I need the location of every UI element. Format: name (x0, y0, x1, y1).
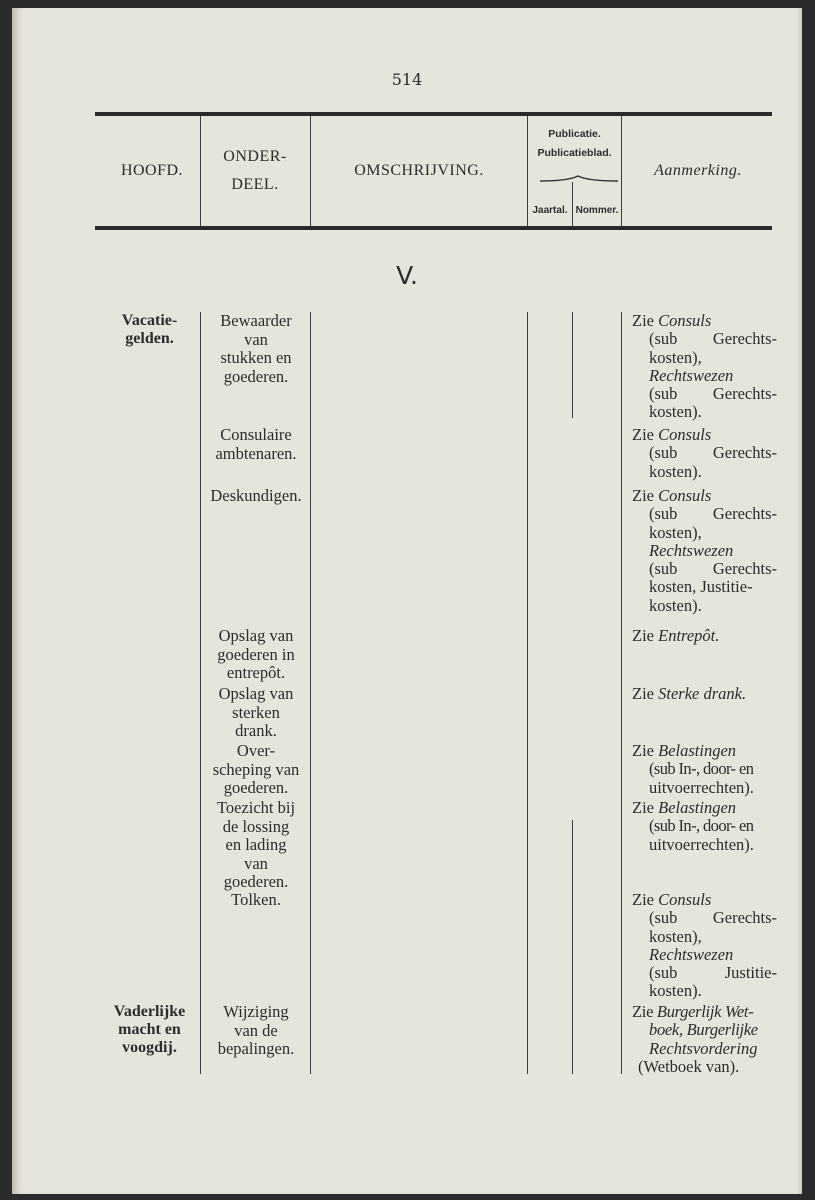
header-publicatieblad: Publicatieblad. (537, 147, 612, 159)
header-jaartal: Jaartal. (532, 205, 568, 216)
page-number: 514 (391, 70, 423, 89)
column-line (572, 312, 573, 418)
header-nommer: Nommer. (575, 205, 619, 216)
onderdeel-entry: Toezicht bij de lossing en lading van goederen. (216, 798, 296, 891)
onderdeel-entry: Wijziging van de bepalingen. (217, 1002, 295, 1058)
onderdeel-entry: Consulaire ambtenaren. (215, 425, 297, 463)
aanmerking-entry: Zie Belastingen (sub In-, door- en uitvoerrechten). (632, 798, 754, 854)
column-line (621, 312, 622, 1074)
header-hoofd: HOOFD. (120, 162, 184, 179)
brace-ornament (532, 174, 626, 188)
header-publicatie: Publicatie. (548, 128, 601, 140)
onderdeel-entry: Bewaarder van stukken en goederen. (220, 311, 292, 386)
section-letter: V. (396, 261, 418, 290)
hoofd-entry: Vaderlijke macht en voogdij. (113, 1003, 186, 1056)
aanmerking-entry: Zie Entrepôt. (632, 626, 720, 645)
aanmerking-entry: Zie Belastingen (sub In-, door- en uitvoerrechten). (632, 741, 754, 797)
aanmerking-entry: Zie Sterke drank. (632, 684, 747, 703)
header-onderdeel-line1: ONDER- (223, 148, 287, 165)
aanmerking-entry: Zie Consuls (sub Gerechts- kosten). (632, 425, 777, 481)
aanmerking-entry: Zie Consuls (sub Gerechts- kosten), Rechtswezen (sub Justitie- kosten). (632, 890, 777, 1001)
onderdeel-entry: Tolken. (231, 890, 281, 909)
aanmerking-entry: Zie Consuls (sub Gerechts- kosten), Rechtswezen (sub Gerechts- kosten, Justitie- kosten). (632, 486, 777, 615)
header-bottom-rule (95, 226, 772, 230)
column-line (527, 312, 528, 1074)
onderdeel-entry: Opslag van goederen in entrepôt. (217, 626, 295, 682)
onderdeel-entry: Opslag van sterken drank. (218, 684, 294, 740)
book-page (12, 8, 802, 1194)
header-onderdeel-line2: DEEL. (231, 176, 279, 193)
column-line (572, 820, 573, 1074)
header-aanmerking: Aanmerking. (654, 162, 742, 179)
onderdeel-entry: Deskundigen. (210, 486, 302, 505)
header-divider (200, 116, 201, 226)
header-omschrijving: OMSCHRIJVING. (354, 162, 484, 179)
aanmerking-entry: Zie Consuls (sub Gerechts- kosten), Rechtswezen (sub Gerechts- kosten). (632, 311, 777, 422)
header-divider (310, 116, 311, 226)
header-top-rule (95, 112, 772, 116)
onderdeel-entry: Over- scheping van goederen. (212, 741, 300, 797)
aanmerking-entry: Zie Burgerlijk Wet- boek, Burgerlijke Rechtsvordering (Wetboek van). (632, 1002, 758, 1076)
hoofd-entry: Vacatie- gelden. (121, 312, 178, 347)
header-divider (572, 182, 573, 226)
header-divider (621, 116, 622, 226)
